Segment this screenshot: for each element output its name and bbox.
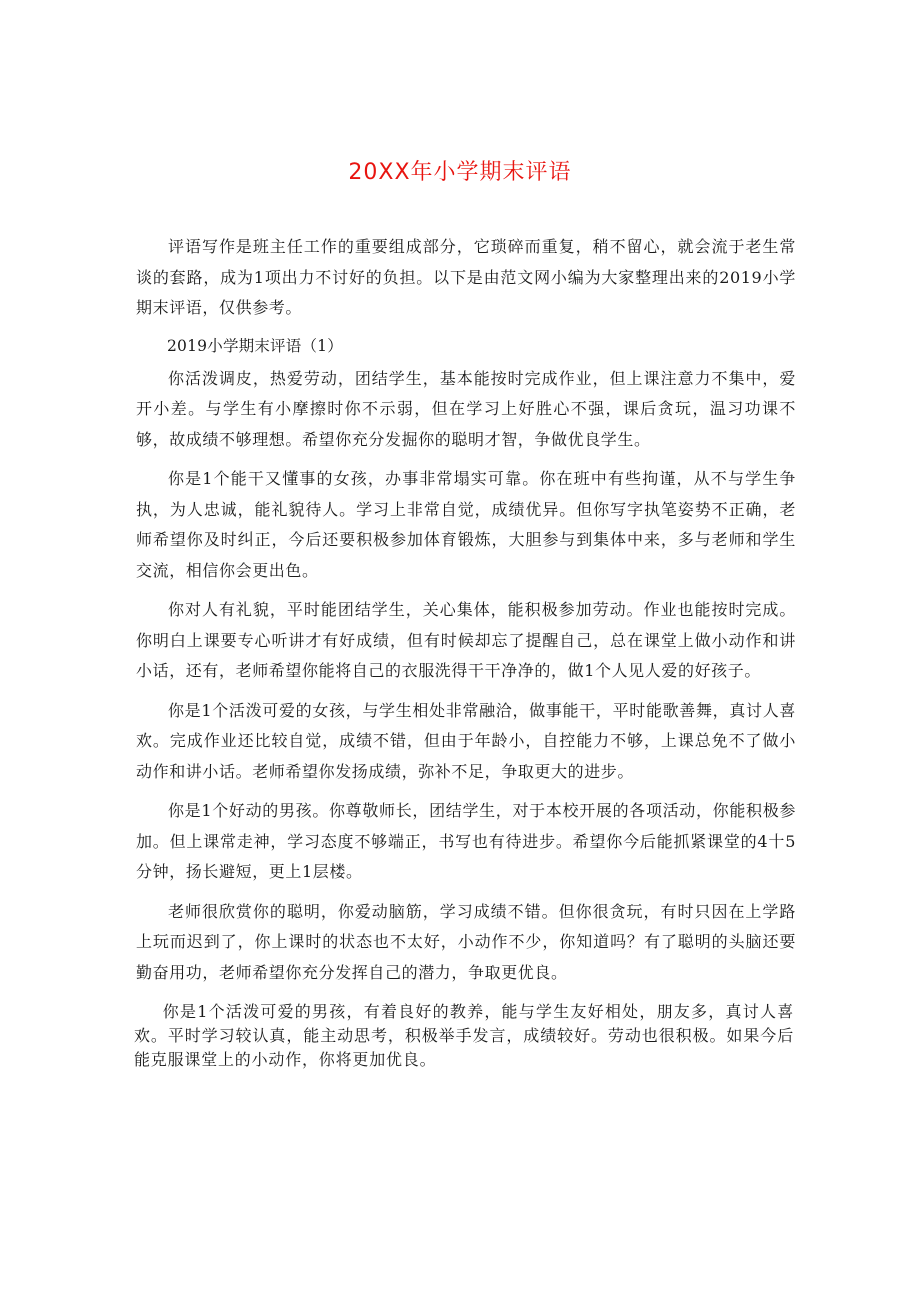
comment-paragraph-2: 你是1个能干又懂事的女孩，办事非常塌实可靠。你在班中有些拘谨，从不与学生争执，为人忠诚，能礼貌待人。学习上非常自觉，成绩优异。但你写字执笔姿势不正确，老师希望你及时纠正，今后还要积极参加体育锻炼，大胆参与到集体中来，多与老师和学生交流，相信你会更出色。 [136, 469, 796, 580]
comment-paragraph-1: 你活泼调皮，热爱劳动，团结学生，基本能按时完成作业，但上课注意力不集中，爱开小差。与学生有小摩擦时你不示弱，但在学习上好胜心不强，课后贪玩，温习功课不够，故成绩不够理想。希望你充分发掘你的聪明才智，争做优良学生。 [136, 368, 796, 449]
comment-paragraph-5: 你是1个好动的男孩。你尊敬师长，团结学生，对于本校开展的各项活动，你能积极参加。但上课常走神，学习态度不够端正，书写也有待进步。希望你今后能抓紧课堂的4十5分钟，扬长避短，更上1层楼。 [136, 801, 796, 881]
section-heading: 2019小学期末评语（1） [167, 336, 343, 355]
document-body [136, 232, 796, 1072]
comment-paragraph-4: 你是1个活泼可爱的女孩，与学生相处非常融洽，做事能干，平时能歌善舞，真讨人喜欢。完成作业还比较自觉，成绩不错，但由于年龄小，自控能力不够，上课总免不了做小动作和讲小话。老师希望你发扬成绩，弥补不足，争取更大的进步。 [136, 700, 796, 781]
comment-paragraph-6: 老师很欣赏你的聪明，你爱动脑筋，学习成绩不错。但你很贪玩，有时只因在上学路上玩而迟到了，你上课时的状态也不太好，小动作不少，你知道吗？有了聪明的头脑还要勤奋用功，老师希望你充分发挥自己的潜力，争取更优良。 [136, 901, 796, 982]
document-title: 20XX年小学期末评语 [348, 160, 572, 185]
comment-paragraph-7: 你是1个活泼可爱的男孩，有着良好的教养，能与学生友好相处，朋友多，真讨人喜欢。平时学习较认真，能主动思考，积极举手发言，成绩较好。劳动也很积极。如果今后能克服课堂上的小动作，你将更加优良。 [134, 1002, 794, 1069]
comment-paragraph-3: 你对人有礼貌，平时能团结学生，关心集体，能积极参加劳动。作业也能按时完成。你明白上课要专心听讲才有好成绩，但有时候却忘了提醒自己，总在课堂上做小动作和讲小话，还有，老师希望你能将自己的衣服洗得干干净净的，做1个人见人爱的好孩子。 [136, 600, 796, 680]
intro-paragraph: 评语写作是班主任工作的重要组成部分，它琐碎而重复，稍不留心，就会流于老生常谈的套路，成为1项出力不讨好的负担。以下是由范文网小编为大家整理出来的2019小学期末评语，仅供参考。 [136, 237, 796, 317]
